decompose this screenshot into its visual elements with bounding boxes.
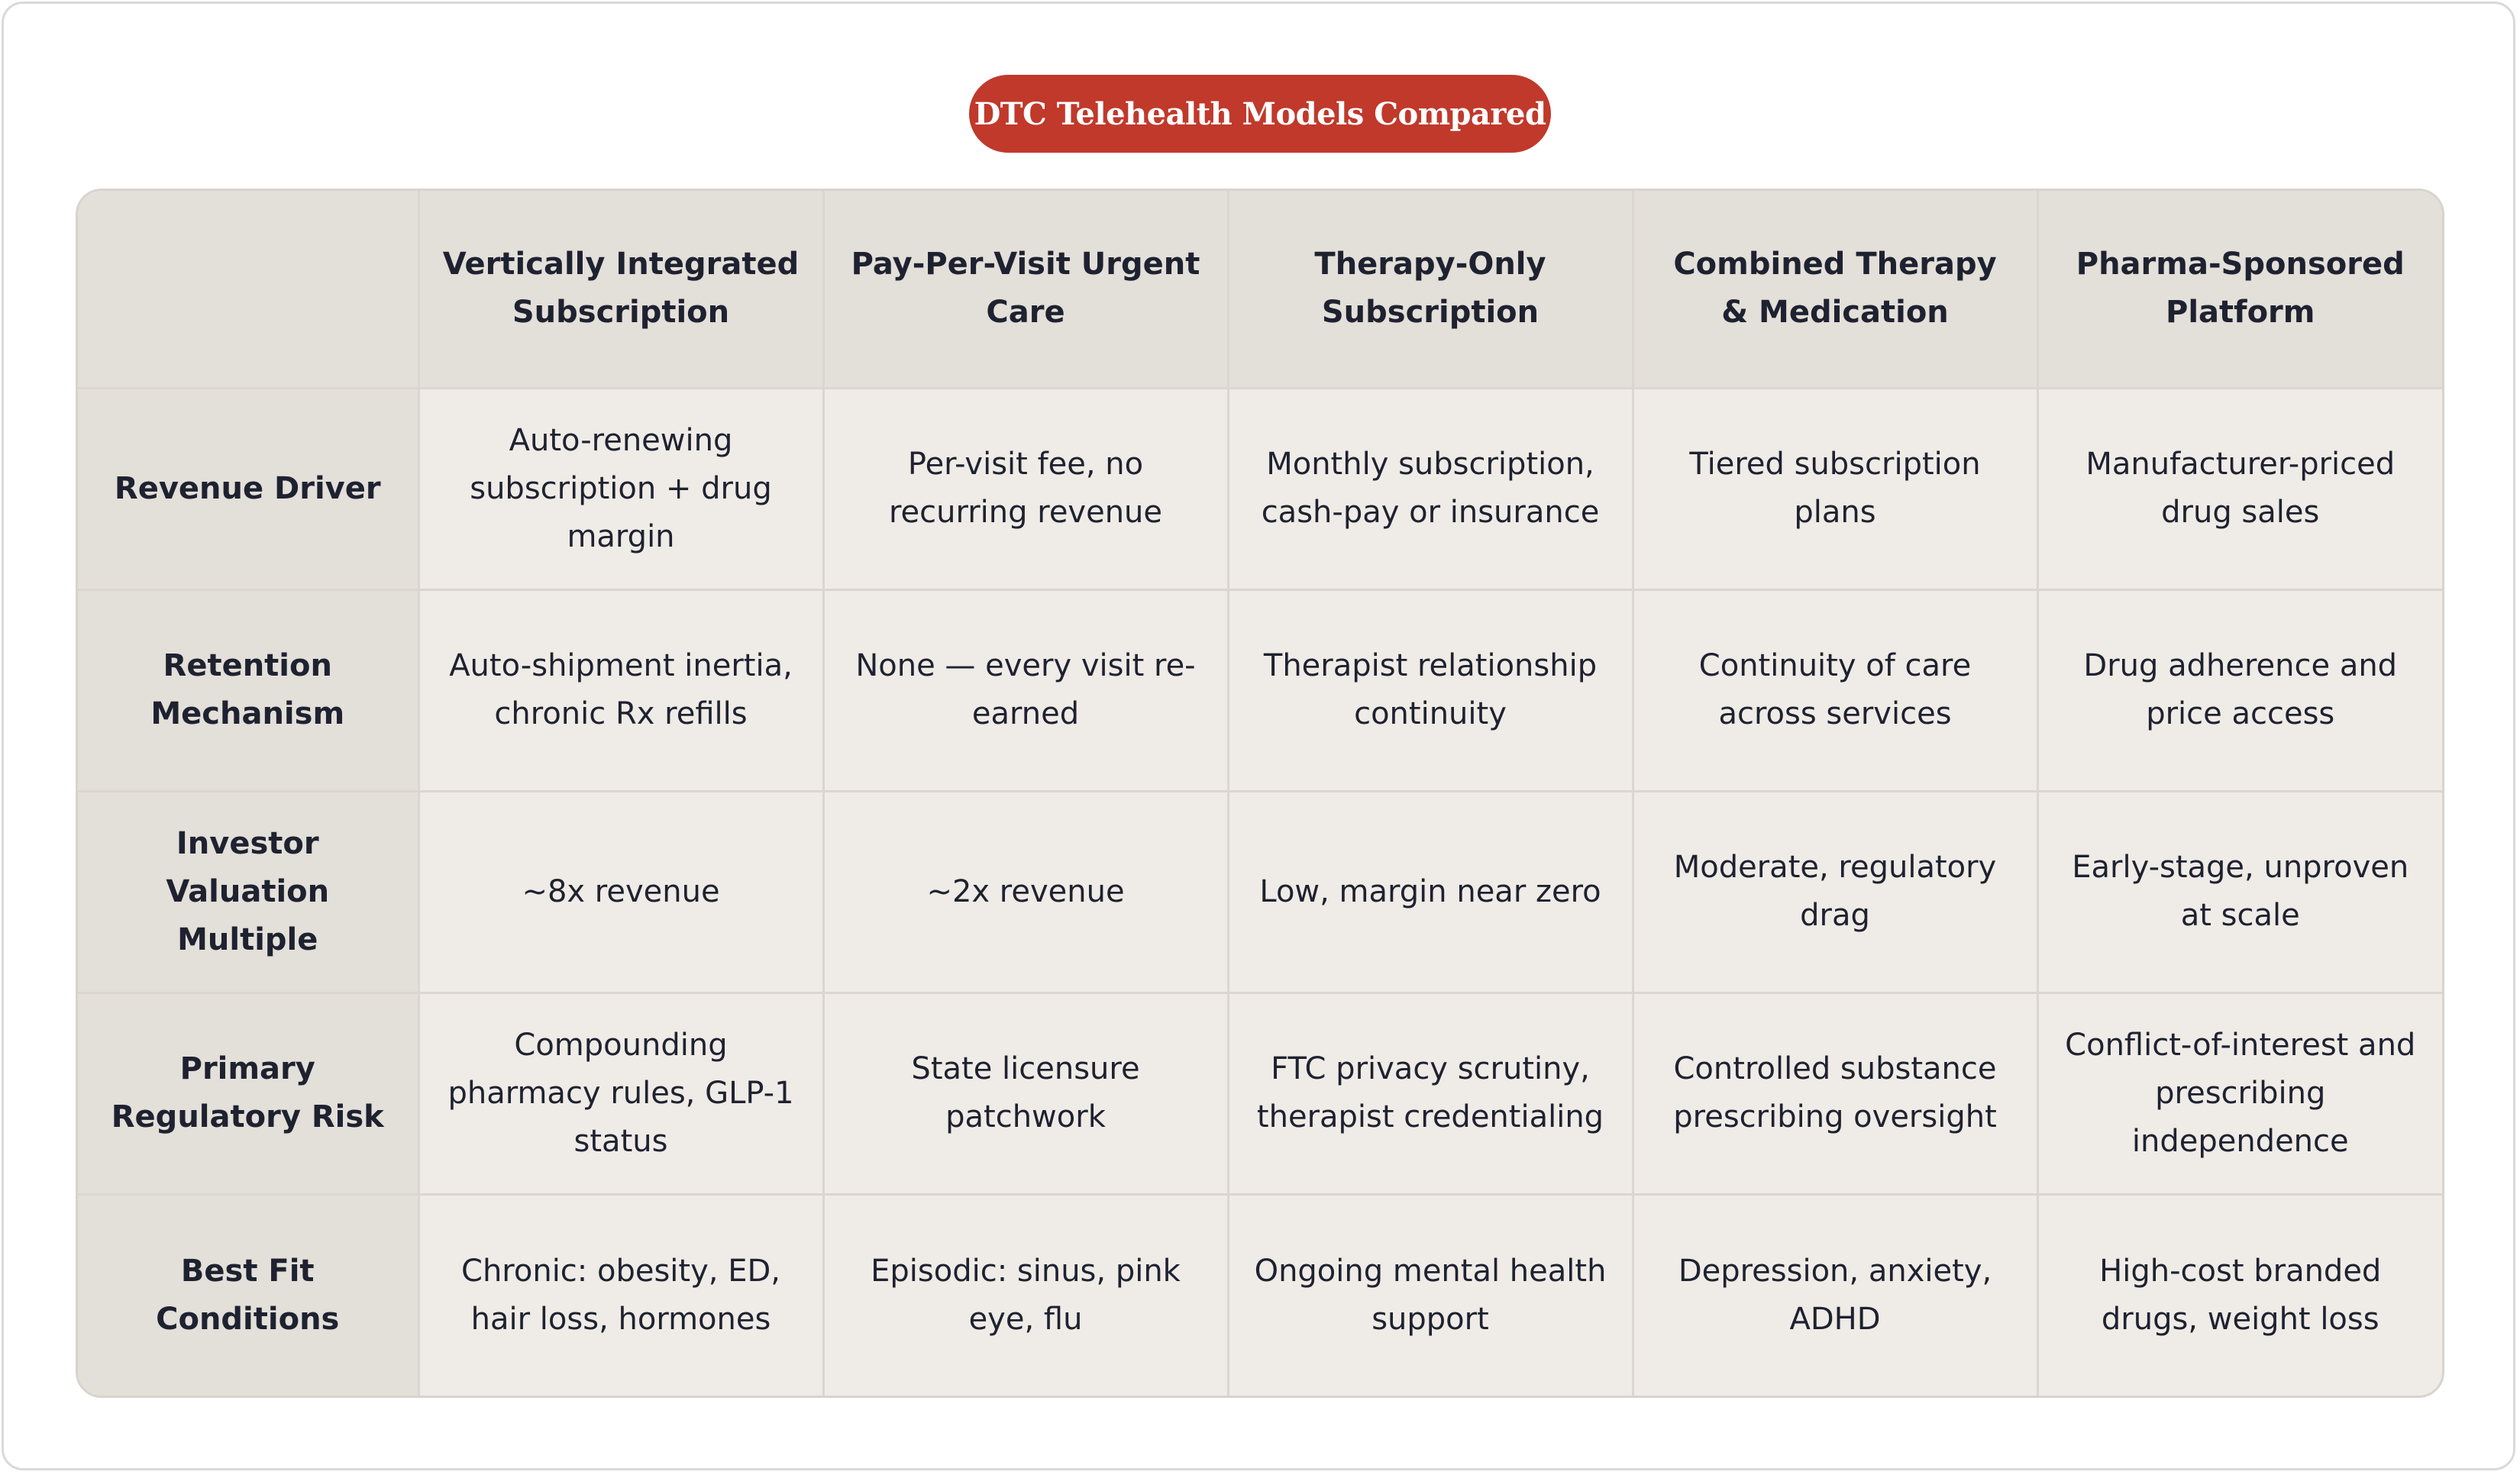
table-cell: ~8x revenue — [418, 791, 823, 992]
column-header: Pharma-Sponsored Platform — [2037, 191, 2442, 388]
table-cell: Episodic: sinus, pink eye, flu — [823, 1194, 1228, 1396]
page-title: DTC Telehealth Models Compared — [969, 75, 1551, 153]
column-header: Combined Therapy & Medication — [1633, 191, 2037, 388]
table-row — [78, 1194, 2442, 1396]
table-cell: Therapist relationship continuity — [1228, 589, 1633, 791]
table-cell: Drug adherence and price access — [2037, 589, 2442, 791]
table-cell: Low, margin near zero — [1228, 791, 1633, 992]
table-cell: Conflict-of-interest and prescribing independence — [2037, 992, 2442, 1194]
table-row — [78, 992, 2442, 1194]
column-header: Therapy-Only Subscription — [1228, 191, 1633, 388]
table-cell: Auto-shipment inertia, chronic Rx refills — [418, 589, 823, 791]
row-header: Investor Valuation Multiple — [78, 791, 418, 992]
column-header: Pay-Per-Visit Urgent Care — [823, 191, 1228, 388]
row-header: Retention Mechanism — [78, 589, 418, 791]
row-header: Revenue Driver — [78, 388, 418, 589]
row-header: Best Fit Conditions — [78, 1194, 418, 1396]
table-row — [78, 589, 2442, 791]
column-header: Vertically Integrated Subscription — [418, 191, 823, 388]
table-cell: Depression, anxiety, ADHD — [1633, 1194, 2037, 1396]
table-cell: Continuity of care across services — [1633, 589, 2037, 791]
table-cell: Tiered subscription plans — [1633, 388, 2037, 589]
table-cell: Early-stage, unproven at scale — [2037, 791, 2442, 992]
table-cell: Manufacturer-priced drug sales — [2037, 388, 2442, 589]
corner-cell — [78, 191, 418, 388]
table-row — [78, 791, 2442, 992]
table-cell: FTC privacy scrutiny, therapist credentialing — [1228, 992, 1633, 1194]
table-cell: Per-visit fee, no recurring revenue — [823, 388, 1228, 589]
table-cell: State licensure patchwork — [823, 992, 1228, 1194]
table-cell: ~2x revenue — [823, 791, 1228, 992]
table-row — [78, 388, 2442, 589]
table-header-row — [78, 191, 2442, 388]
comparison-table — [78, 191, 2442, 1396]
table-cell: Controlled substance prescribing oversight — [1633, 992, 2037, 1194]
table-cell: Auto-renewing subscription + drug margin — [418, 388, 823, 589]
table-cell: Compounding pharmacy rules, GLP-1 status — [418, 992, 823, 1194]
table-cell: Chronic: obesity, ED, hair loss, hormones — [418, 1194, 823, 1396]
table-cell: None — every visit re-earned — [823, 589, 1228, 791]
table-cell: High-cost branded drugs, weight loss — [2037, 1194, 2442, 1396]
comparison-table-container — [76, 189, 2444, 1398]
table-cell: Ongoing mental health support — [1228, 1194, 1633, 1396]
row-header: Primary Regulatory Risk — [78, 992, 418, 1194]
table-cell: Moderate, regulatory drag — [1633, 791, 2037, 992]
table-cell: Monthly subscription, cash-pay or insurance — [1228, 388, 1633, 589]
